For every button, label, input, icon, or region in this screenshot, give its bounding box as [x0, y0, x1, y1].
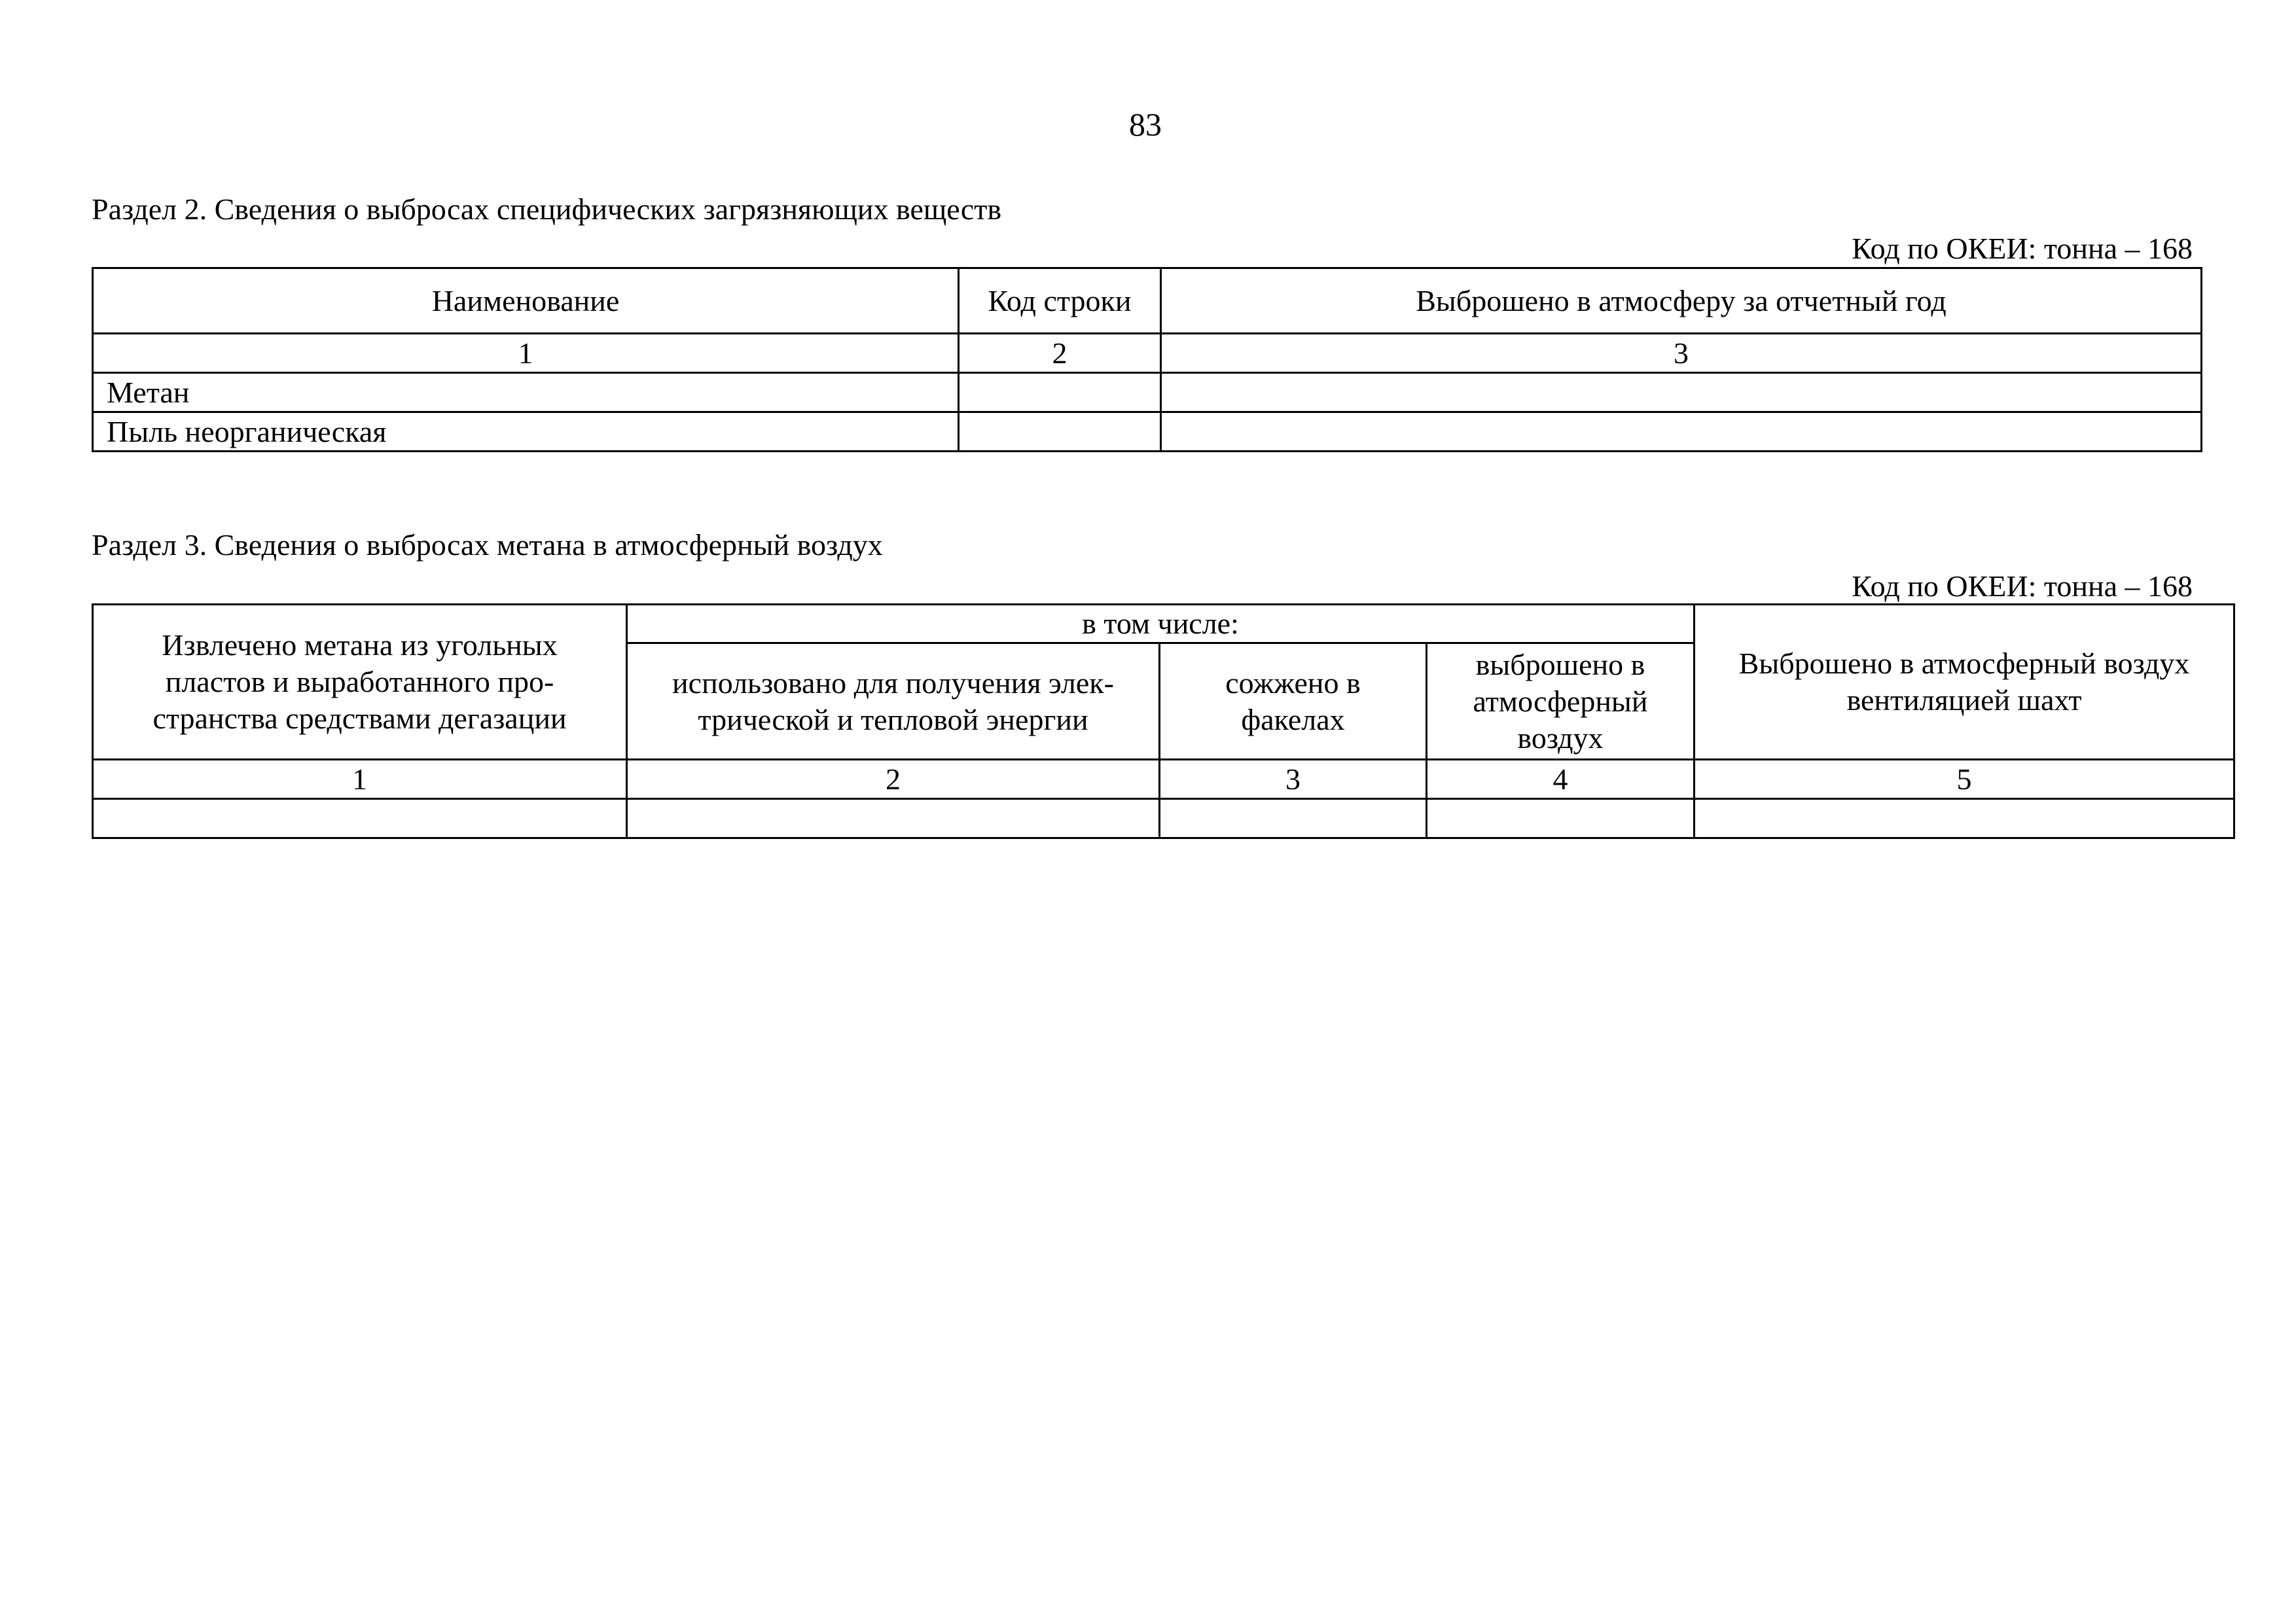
header-emitted-year: Выброшено в атмосферу за отчетный год — [1161, 268, 2202, 334]
row-name-cell: Пыль неорганическая — [93, 412, 959, 452]
section-2-unit-note: Код по ОКЕИ: тонна – 168 — [1852, 232, 2193, 265]
row-value-cell[interactable] — [1161, 373, 2202, 412]
data-cell[interactable] — [1160, 799, 1427, 838]
column-number: 1 — [93, 760, 627, 799]
section-3-unit-note: Код по ОКЕИ: тонна – 168 — [1852, 569, 2193, 603]
header-emitted-to-air: выброшено в атмосферный воздух — [1427, 643, 1695, 760]
table-row — [93, 373, 2202, 412]
row-name-cell: Метан — [93, 373, 959, 412]
page-number: 83 — [1129, 106, 1162, 143]
data-cell[interactable] — [1427, 799, 1695, 838]
header-row-code: Код строки — [959, 268, 1161, 334]
column-number: 3 — [1160, 760, 1427, 799]
row-code-cell[interactable] — [959, 412, 1161, 452]
header-used-for-energy: использовано для получения элек-трической и тепловой энергии — [627, 643, 1160, 760]
section-3-table — [92, 603, 2235, 839]
column-number: 5 — [1695, 760, 2234, 799]
table-header-row — [93, 268, 2202, 334]
column-number: 4 — [1427, 760, 1695, 799]
table-row — [93, 412, 2202, 452]
section-3-title: Раздел 3. Сведения о выбросах метана в атмосферный воздух — [92, 528, 883, 562]
row-value-cell[interactable] — [1161, 412, 2202, 452]
column-number: 2 — [959, 334, 1161, 373]
header-including: в том числе: — [627, 605, 1695, 643]
column-number: 1 — [93, 334, 959, 373]
table-header-row — [93, 605, 2234, 643]
data-cell[interactable] — [1695, 799, 2234, 838]
section-2-title: Раздел 2. Сведения о выбросах специфических загрязняющих веществ — [92, 192, 1002, 226]
row-code-cell[interactable] — [959, 373, 1161, 412]
table-row — [93, 799, 2234, 838]
header-extracted-methane: Извлечено метана из угольных пластов и выработанного про-странства средствами дегазации — [93, 605, 627, 760]
header-name: Наименование — [93, 268, 959, 334]
header-ventilation-emitted: Выброшено в атмосферный воздух вентиляцией шахт — [1695, 605, 2234, 760]
section-2-table — [92, 267, 2202, 452]
column-number-row — [93, 334, 2202, 373]
column-number: 2 — [627, 760, 1160, 799]
data-cell[interactable] — [93, 799, 627, 838]
data-cell[interactable] — [627, 799, 1160, 838]
header-flared: сожжено в факелах — [1160, 643, 1427, 760]
column-number: 3 — [1161, 334, 2202, 373]
column-number-row — [93, 760, 2234, 799]
